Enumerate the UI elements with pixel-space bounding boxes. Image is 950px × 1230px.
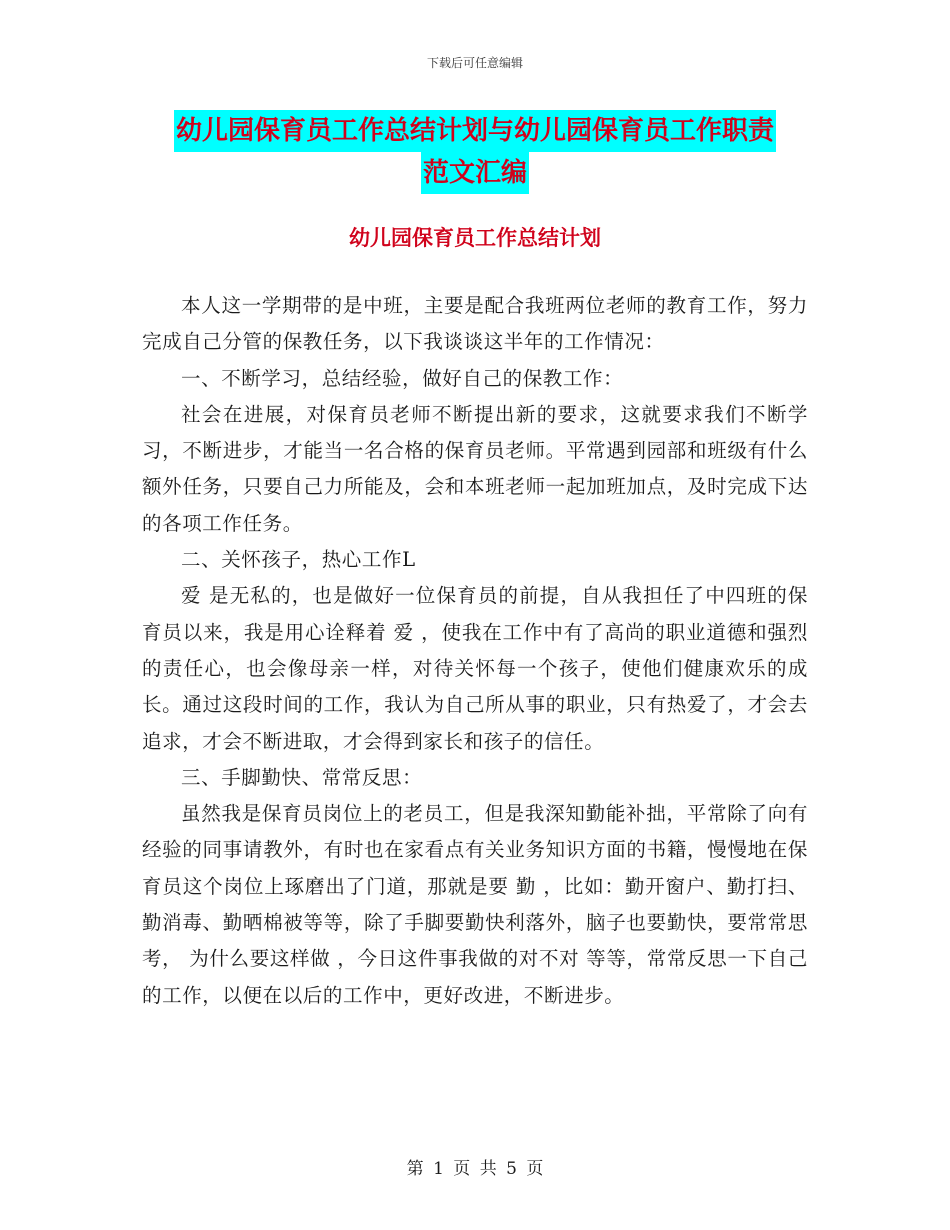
header-note: 下载后可任意编辑 bbox=[426, 56, 523, 70]
paragraph-point-1: 社会在进展，对保育员老师不断提出新的要求，这就要求我们不断学习，不断进步，才能当一名合格的保育员老师。平常遇到园部和班级有什么额外任务，只要自己力所能及，会和本班老师一起加班加点，及时完成下达的各项工作任务。 bbox=[142, 402, 808, 535]
document-body bbox=[142, 288, 808, 1014]
heading-point-2: 二、关怀孩子，热心工作L bbox=[181, 548, 416, 572]
heading-point-1: 一、不断学习，总结经验，做好自己的保教工作： bbox=[181, 366, 624, 390]
heading-point-3: 三、手脚勤快、常常反思： bbox=[181, 765, 423, 789]
section-title: 幼儿园保育员工作总结计划 bbox=[349, 226, 601, 250]
document-title-line-2: 范文汇编 bbox=[421, 152, 529, 194]
page-number-footer: 第 1 页 共 5 页 bbox=[406, 1159, 544, 1179]
document-title bbox=[0, 110, 950, 194]
paragraph-point-2: 爱 是无私的，也是做好一位保育员的前提，自从我担任了中四班的保育员以来，我是用心诠释着 爱 ，使我在工作中有了高尚的职业道德和强烈的责任心，也会像母亲一样，对待关怀每一个孩子，使他们健康欢乐的成长。通过这段时间的工作，我认为自己所从事的职业，只有热爱了，才会去追求，才会不断进取，才会得到家长和孩子的信任。 bbox=[142, 584, 808, 753]
paragraph-point-3: 虽然我是保育员岗位上的老员工，但是我深知勤能补拙，平常除了向有经验的同事请教外，有时也在家看点有关业务知识方面的书籍，慢慢地在保育员这个岗位上琢磨出了门道，那就是要 勤 ，比如：勤开窗户、勤打扫、勤消毒、勤晒棉被等等，除了手脚要勤快利落外，脑子也要勤快，要常常思考， 为什么要这样做 ，今日这件事我做的对不对 等等，常常反思一下自己的工作，以便在以后的工作中，更好改进，不断进步。 bbox=[142, 802, 808, 1007]
paragraph-intro: 本人这一学期带的是中班，主要是配合我班两位老师的教育工作，努力完成自己分管的保教任务，以下我谈谈这半年的工作情况： bbox=[142, 294, 808, 354]
document-title-line-1: 幼儿园保育员工作总结计划与幼儿园保育员工作职责 bbox=[174, 110, 776, 152]
